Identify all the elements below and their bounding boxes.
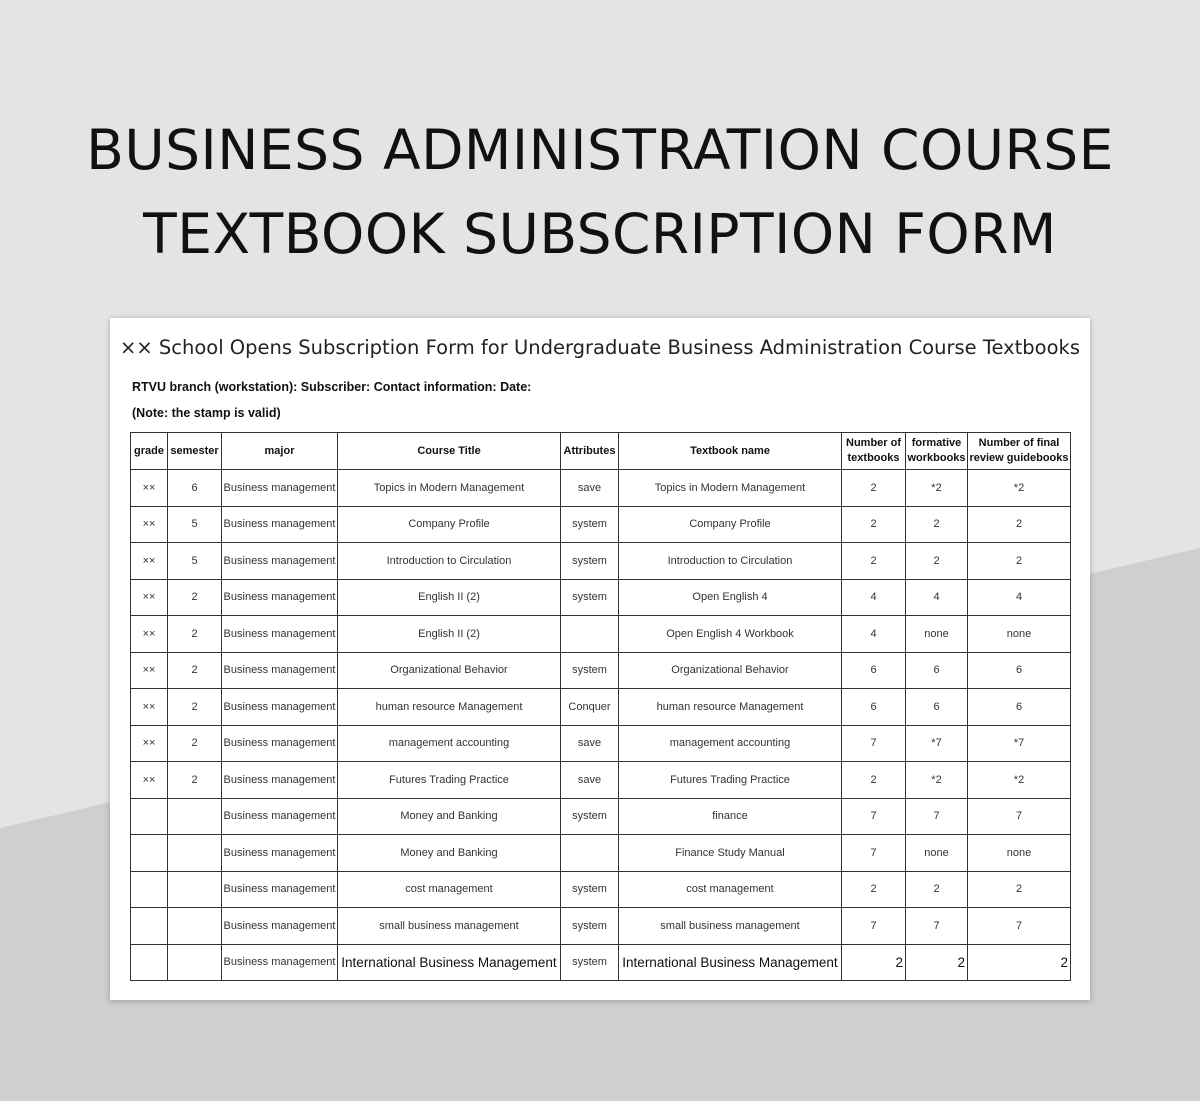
cell-attributes: system [561, 908, 619, 945]
cell-formative-workbooks: 2 [906, 871, 968, 908]
cell-grade [131, 835, 168, 872]
form-title: ×× School Opens Subscription Form for Undergraduate Business Administration Course Textbooks [120, 336, 1080, 359]
cell-textbook-name: Company Profile [619, 506, 842, 543]
page-title-line-1: BUSINESS ADMINISTRATION COURSE [86, 118, 1114, 182]
cell-grade [131, 798, 168, 835]
cell-grade: ×× [131, 470, 168, 507]
cell-semester: 2 [168, 689, 222, 726]
cell-course-title: small business management [338, 908, 561, 945]
page-title [0, 108, 1200, 276]
cell-final-review-guidebooks: *2 [968, 762, 1071, 799]
cell-course-title: English II (2) [338, 616, 561, 653]
table-row [131, 616, 1071, 653]
cell-attributes: save [561, 762, 619, 799]
cell-major: Business management [222, 762, 338, 799]
form-meta-info: RTVU branch (workstation): Subscriber: Contact information: Date: [132, 380, 532, 394]
cell-course-title: International Business Management [338, 944, 561, 981]
cell-number-of-textbooks: 6 [842, 652, 906, 689]
cell-major: Business management [222, 798, 338, 835]
cell-textbook-name: finance [619, 798, 842, 835]
cell-number-of-textbooks: 7 [842, 798, 906, 835]
table-row [131, 689, 1071, 726]
cell-final-review-guidebooks: 2 [968, 506, 1071, 543]
cell-semester [168, 871, 222, 908]
cell-formative-workbooks: 4 [906, 579, 968, 616]
cell-formative-workbooks: 7 [906, 798, 968, 835]
cell-final-review-guidebooks: *7 [968, 725, 1071, 762]
subscription-table [130, 432, 1071, 981]
table-row [131, 543, 1071, 580]
cell-grade: ×× [131, 616, 168, 653]
cell-textbook-name: Futures Trading Practice [619, 762, 842, 799]
header-grade: grade [131, 433, 168, 470]
page-title-line-2: TEXTBOOK SUBSCRIPTION FORM [143, 202, 1057, 266]
cell-number-of-textbooks: 2 [842, 470, 906, 507]
cell-number-of-textbooks: 2 [842, 506, 906, 543]
cell-semester [168, 944, 222, 981]
cell-attributes: save [561, 470, 619, 507]
cell-final-review-guidebooks: none [968, 616, 1071, 653]
cell-course-title: English II (2) [338, 579, 561, 616]
cell-number-of-textbooks: 2 [842, 944, 906, 981]
cell-attributes: save [561, 725, 619, 762]
cell-grade [131, 908, 168, 945]
cell-attributes: system [561, 871, 619, 908]
cell-course-title: management accounting [338, 725, 561, 762]
cell-formative-workbooks: *7 [906, 725, 968, 762]
cell-course-title: Topics in Modern Management [338, 470, 561, 507]
cell-semester: 2 [168, 616, 222, 653]
cell-textbook-name: cost management [619, 871, 842, 908]
cell-semester: 2 [168, 725, 222, 762]
cell-attributes: system [561, 944, 619, 981]
table-header-row [131, 433, 1071, 470]
cell-number-of-textbooks: 2 [842, 762, 906, 799]
cell-attributes: system [561, 652, 619, 689]
cell-major: Business management [222, 579, 338, 616]
cell-number-of-textbooks: 7 [842, 725, 906, 762]
cell-major: Business management [222, 652, 338, 689]
cell-major: Business management [222, 835, 338, 872]
table-row [131, 944, 1071, 981]
header-formative-workbooks: formative workbooks [906, 433, 968, 470]
cell-attributes: system [561, 798, 619, 835]
cell-major: Business management [222, 543, 338, 580]
table-row [131, 835, 1071, 872]
cell-textbook-name: International Business Management [619, 944, 842, 981]
cell-major: Business management [222, 871, 338, 908]
cell-major: Business management [222, 689, 338, 726]
cell-course-title: human resource Management [338, 689, 561, 726]
cell-grade [131, 944, 168, 981]
header-major: major [222, 433, 338, 470]
cell-semester: 5 [168, 506, 222, 543]
cell-grade: ×× [131, 725, 168, 762]
cell-final-review-guidebooks: 6 [968, 689, 1071, 726]
cell-final-review-guidebooks: 2 [968, 944, 1071, 981]
cell-major: Business management [222, 944, 338, 981]
cell-formative-workbooks: none [906, 835, 968, 872]
cell-number-of-textbooks: 4 [842, 616, 906, 653]
cell-grade: ×× [131, 543, 168, 580]
cell-final-review-guidebooks: 6 [968, 652, 1071, 689]
cell-semester [168, 835, 222, 872]
cell-textbook-name: management accounting [619, 725, 842, 762]
cell-attributes: system [561, 506, 619, 543]
form-note: (Note: the stamp is valid) [132, 406, 281, 420]
cell-grade: ×× [131, 652, 168, 689]
table-row [131, 762, 1071, 799]
cell-semester: 2 [168, 579, 222, 616]
cell-textbook-name: Introduction to Circulation [619, 543, 842, 580]
cell-semester [168, 908, 222, 945]
cell-formative-workbooks: *2 [906, 470, 968, 507]
cell-course-title: Introduction to Circulation [338, 543, 561, 580]
cell-semester [168, 798, 222, 835]
cell-semester: 5 [168, 543, 222, 580]
cell-textbook-name: Finance Study Manual [619, 835, 842, 872]
cell-semester: 6 [168, 470, 222, 507]
cell-course-title: Organizational Behavior [338, 652, 561, 689]
header-final-review-guidebooks: Number of final review guidebooks [968, 433, 1071, 470]
cell-major: Business management [222, 470, 338, 507]
header-course-title: Course Title [338, 433, 561, 470]
cell-course-title: Money and Banking [338, 798, 561, 835]
cell-number-of-textbooks: 4 [842, 579, 906, 616]
cell-course-title: Money and Banking [338, 835, 561, 872]
cell-final-review-guidebooks: 2 [968, 871, 1071, 908]
cell-semester: 2 [168, 652, 222, 689]
cell-major: Business management [222, 908, 338, 945]
cell-grade: ×× [131, 506, 168, 543]
cell-textbook-name: Topics in Modern Management [619, 470, 842, 507]
cell-textbook-name: human resource Management [619, 689, 842, 726]
cell-grade: ×× [131, 579, 168, 616]
cell-grade: ×× [131, 689, 168, 726]
table-row [131, 798, 1071, 835]
table-body [131, 470, 1071, 981]
cell-formative-workbooks: 2 [906, 944, 968, 981]
cell-grade: ×× [131, 762, 168, 799]
cell-textbook-name: Organizational Behavior [619, 652, 842, 689]
table-row [131, 470, 1071, 507]
cell-course-title: Futures Trading Practice [338, 762, 561, 799]
cell-attributes [561, 835, 619, 872]
cell-final-review-guidebooks: 7 [968, 908, 1071, 945]
cell-formative-workbooks: *2 [906, 762, 968, 799]
cell-semester: 2 [168, 762, 222, 799]
cell-number-of-textbooks: 7 [842, 908, 906, 945]
cell-attributes: Conquer [561, 689, 619, 726]
cell-attributes: system [561, 579, 619, 616]
cell-formative-workbooks: 6 [906, 652, 968, 689]
cell-major: Business management [222, 725, 338, 762]
cell-textbook-name: Open English 4 Workbook [619, 616, 842, 653]
table-row [131, 871, 1071, 908]
cell-textbook-name: small business management [619, 908, 842, 945]
cell-attributes: system [561, 543, 619, 580]
cell-formative-workbooks: 2 [906, 543, 968, 580]
form-sheet [110, 318, 1090, 1000]
table-row [131, 908, 1071, 945]
cell-final-review-guidebooks: none [968, 835, 1071, 872]
header-number-of-textbooks: Number of textbooks [842, 433, 906, 470]
cell-final-review-guidebooks: *2 [968, 470, 1071, 507]
cell-number-of-textbooks: 2 [842, 543, 906, 580]
table-row [131, 579, 1071, 616]
cell-attributes [561, 616, 619, 653]
cell-formative-workbooks: 2 [906, 506, 968, 543]
cell-number-of-textbooks: 7 [842, 835, 906, 872]
cell-final-review-guidebooks: 7 [968, 798, 1071, 835]
cell-final-review-guidebooks: 4 [968, 579, 1071, 616]
cell-final-review-guidebooks: 2 [968, 543, 1071, 580]
cell-course-title: cost management [338, 871, 561, 908]
cell-course-title: Company Profile [338, 506, 561, 543]
cell-major: Business management [222, 506, 338, 543]
header-textbook-name: Textbook name [619, 433, 842, 470]
cell-number-of-textbooks: 6 [842, 689, 906, 726]
cell-textbook-name: Open English 4 [619, 579, 842, 616]
cell-number-of-textbooks: 2 [842, 871, 906, 908]
cell-grade [131, 871, 168, 908]
table-row [131, 506, 1071, 543]
cell-major: Business management [222, 616, 338, 653]
header-semester: semester [168, 433, 222, 470]
table-row [131, 725, 1071, 762]
table-row [131, 652, 1071, 689]
cell-formative-workbooks: 7 [906, 908, 968, 945]
cell-formative-workbooks: none [906, 616, 968, 653]
header-attributes: Attributes [561, 433, 619, 470]
cell-formative-workbooks: 6 [906, 689, 968, 726]
